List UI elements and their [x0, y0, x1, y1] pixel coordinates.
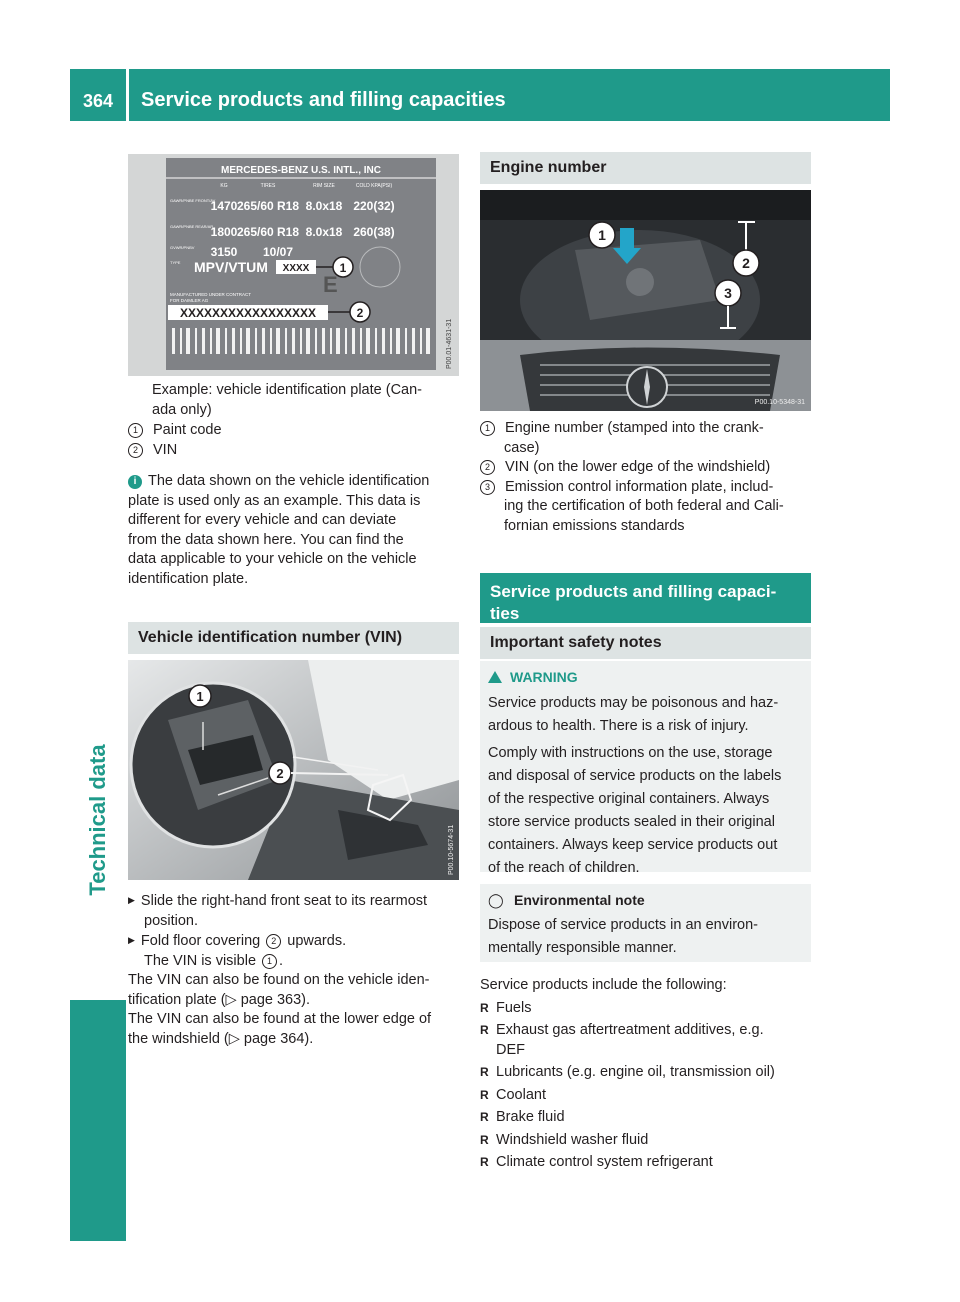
service-section-heading: Service products and filling capaci- ties — [480, 573, 811, 623]
warning-icon — [488, 671, 502, 683]
list-item: R Windshield washer fluid — [480, 1131, 811, 1151]
lightbulb-icon: ◯ — [488, 892, 504, 908]
list-item: R Lubricants (e.g. engine oil, transmission oil) — [480, 1063, 811, 1083]
list-item: R Coolant — [480, 1086, 811, 1106]
svg-text:KG: KG — [220, 183, 228, 189]
svg-text:GAWR/PNBE REAR/AR: GAWR/PNBE REAR/AR — [170, 224, 214, 229]
svg-text:8.0x18: 8.0x18 — [305, 225, 343, 239]
svg-text:P00.10-5348-31: P00.10-5348-31 — [754, 399, 805, 406]
plate-caption: Example: vehicle identification plate (Can- ada only) — [152, 382, 422, 418]
svg-text:RIM SIZE: RIM SIZE — [313, 183, 335, 189]
plate-vin: XXXXXXXXXXXXXXXXX — [179, 306, 317, 320]
page-link[interactable]: the windshield (▷ page 364). — [128, 1030, 314, 1047]
svg-text:265/60 R18: 265/60 R18 — [236, 225, 300, 239]
svg-text:3150: 3150 — [210, 245, 238, 259]
svg-text:MPV/VTUM: MPV/VTUM — [194, 259, 268, 275]
plate-logo: E — [323, 272, 338, 297]
svg-text:265/60 R18: 265/60 R18 — [236, 199, 300, 213]
info-note: i The data shown on the vehicle identification plate is used only as an example. This data is different for every vehicle and can deviate from the data shown here. You can find the data applicable to your vehicle on the vehicle identification plate. — [128, 473, 430, 587]
callout-2: 2 — [742, 255, 750, 271]
svg-text:TYPE: TYPE — [170, 260, 181, 265]
callout-1: 1 — [196, 689, 204, 704]
legend-item: 1 Engine number (stamped into the crank- — [480, 419, 811, 439]
legend-item: 2 VIN — [128, 441, 459, 461]
plate-paint-code: XXXX — [282, 263, 310, 274]
engine-legend: 1 Engine number (stamped into the crank- case) 2 VIN (on the lower edge of the windshield) 3 Emission control information plate, includ- ing the certification of both federal and Cali- fornian emissions standards — [480, 419, 811, 536]
svg-text:220(32): 220(32) — [353, 199, 395, 213]
svg-text:COLD KPA(PSI): COLD KPA(PSI) — [355, 183, 393, 189]
svg-text:TIRES: TIRES — [260, 183, 276, 189]
step-item: ▶ Slide the right-hand front seat to its rearmost — [128, 891, 459, 912]
service-products-list: Service products include the following: R Fuels R Exhaust gas aftertreatment additives, e.g. DEF R Lubricants (e.g. engine oil, transmission oil) R Coolant R Brake fluid R Windshield washer fluid R Climate control system refrigerant — [480, 976, 811, 1173]
vin-steps: ▶ Slide the right-hand front seat to its rearmost position. ▶ Fold floor covering 2 upwards. The VIN is visible 1 . — [128, 891, 459, 971]
svg-text:GVWR/PNBV: GVWR/PNBV — [170, 245, 195, 250]
callout-1: 1 — [598, 227, 606, 243]
legend-item: 2 VIN (on the lower edge of the windshield) — [480, 458, 811, 478]
svg-text:MANUFACTURED UNDER CONTRACT: MANUFACTURED UNDER CONTRACT — [170, 292, 251, 297]
vin-paragraphs: The VIN can also be found on the vehicle iden- tification plate (▷ page 363). The VIN can also be found at the lower edge of the windshield (▷ page 364). — [128, 971, 459, 1049]
side-tab-label: Technical data — [85, 744, 110, 896]
list-item: R Climate control system refrigerant — [480, 1153, 811, 1173]
svg-text:P00.10-5674-31: P00.10-5674-31 — [448, 824, 455, 875]
engine-section-heading: Engine number — [480, 152, 811, 184]
svg-text:1470: 1470 — [210, 199, 238, 213]
callout-2: 2 — [276, 766, 284, 781]
warning-text: Service products may be poisonous and haz- ardous to health. There is a risk of injury. Comply with instructions on the use, storage and disposal of service products on the labels of the respective original containers. Always store service products sealed in their original containers. Always keep service products out of the reach of children. — [488, 695, 782, 876]
plate-legend — [128, 421, 459, 460]
page-number: 364 — [82, 91, 114, 111]
info-icon: i — [128, 475, 142, 489]
warning-box — [480, 661, 811, 876]
side-tab-block — [70, 1000, 126, 1241]
vehicle-identification-plate-image — [128, 154, 459, 376]
legend-item: 3 Emission control information plate, includ- — [480, 478, 811, 498]
step-item: ▶ Fold floor covering 2 upwards. — [128, 931, 459, 952]
svg-text:260(38): 260(38) — [353, 225, 395, 239]
plate-company: MERCEDES-BENZ U.S. INTL., INC — [220, 165, 382, 176]
svg-text:10/07: 10/07 — [262, 245, 294, 259]
vin-location-image — [128, 660, 459, 880]
page-link[interactable]: tification plate (▷ page 363). — [128, 991, 311, 1008]
safety-notes-heading: Important safety notes — [480, 627, 811, 659]
svg-text:1800: 1800 — [210, 225, 238, 239]
svg-text:FOR DAIMLER AG: FOR DAIMLER AG — [170, 298, 209, 303]
warning-label: WARNING — [488, 667, 803, 687]
callout-3: 3 — [724, 285, 732, 301]
svg-text:GAWR/PNBE FRONT/AV: GAWR/PNBE FRONT/AV — [170, 198, 216, 203]
callout-2: 2 — [356, 306, 364, 320]
page-title: Service products and filling capacities — [141, 89, 506, 111]
callout-1: 1 — [339, 261, 347, 275]
list-item: R Brake fluid — [480, 1108, 811, 1128]
svg-text:8.0x18: 8.0x18 — [305, 199, 343, 213]
list-item: R Exhaust gas aftertreatment additives, e.g. — [480, 1021, 811, 1041]
environmental-note: ◯ Environmental note Dispose of service products in an environ- mentally responsible manner. — [480, 884, 811, 962]
svg-text:P00.01-4631-31: P00.01-4631-31 — [446, 318, 453, 369]
list-item: R Fuels — [480, 999, 811, 1019]
legend-item: 1 Paint code — [128, 421, 459, 441]
engine-number-image — [480, 190, 811, 411]
vin-section-heading: Vehicle identification number (VIN) — [128, 622, 459, 654]
